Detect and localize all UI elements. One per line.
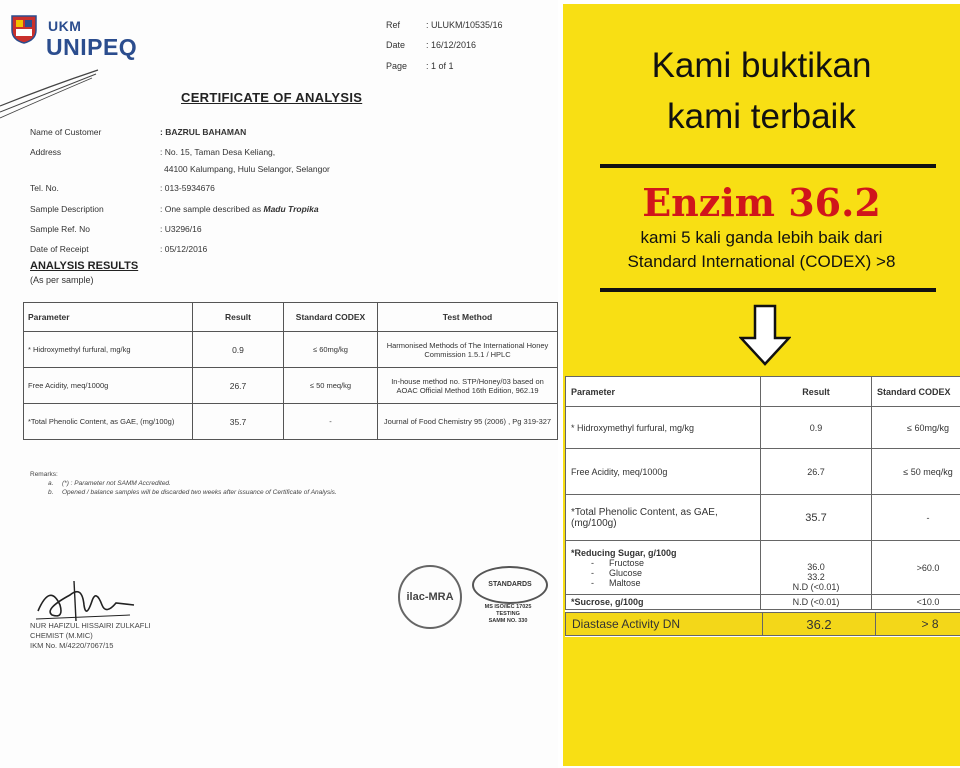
table-row (566, 449, 960, 495)
remarks (30, 470, 337, 497)
info-label: Address (30, 147, 62, 157)
info-value: : 05/12/2016 (160, 244, 208, 254)
table-cell: In-house method no. STP/Honey/03 based on AOAC Official Method 16th Edition, 962.19 (378, 368, 558, 404)
signer-title: CHEMIST (M.MIC) (30, 631, 93, 640)
info-label: Tel. No. (30, 183, 59, 193)
table-header: Result (193, 303, 284, 332)
down-arrow-icon (739, 304, 791, 366)
analysis-results-title: ANALYSIS RESULTS (30, 260, 139, 272)
table-row (566, 407, 960, 449)
signer-name: NUR HAFIZUL HISSAIRI ZULKAFLI (30, 621, 151, 630)
info-value: : No. 15, Taman Desa Keliang, (160, 147, 276, 157)
info-value: : U3296/16 (160, 224, 202, 234)
sugar-name-text: Fructose (609, 557, 645, 568)
accreditation-line: MS ISO/IEC 17025 (484, 604, 532, 610)
ilac-mra-logo: ilac-MRA (398, 565, 462, 629)
remark-b (30, 488, 337, 497)
table-header-row (24, 303, 558, 332)
results-table (23, 302, 558, 440)
table-cell: N.D (<0.01) (761, 595, 872, 610)
info-value (160, 204, 319, 214)
table-cell: Diastase Activity DN (566, 613, 763, 636)
table-cell: *Total Phenolic Content, as GAE, (mg/100g) (24, 404, 193, 440)
table-cell: 26.7 (193, 368, 284, 404)
table-header: Standard CODEX (284, 303, 378, 332)
table-cell: - (284, 404, 378, 440)
sugar-name-text: Glucose (609, 567, 643, 578)
table-header: Test Method (378, 303, 558, 332)
ref-value: : ULUKM/10535/16 (426, 20, 503, 30)
logo-unipeq-text: UNIPEQ (46, 34, 138, 60)
sugar-value: 36.0 (807, 562, 825, 572)
table-cell: Harmonised Methods of The International Honey Commission 1.5.1 / HPLC (378, 332, 558, 368)
remark-text: Opened / balance samples will be discarded two weeks after issuance of Certificate of Analysis. (62, 489, 337, 496)
table-cell: 26.7 (761, 449, 872, 495)
enzim-value-heading: Enzim 36.2 (642, 180, 881, 225)
table-row (24, 332, 558, 368)
table-header: Standard CODEX (872, 377, 960, 407)
signer-block (30, 621, 151, 651)
table-cell: 0.9 (761, 407, 872, 449)
info-value: : BAZRUL BAHAMAN (160, 127, 247, 137)
table-cell: <10.0 (872, 595, 960, 610)
diastase-row (565, 612, 960, 636)
table-cell: *Total Phenolic Content, as GAE, (mg/100g) (566, 495, 761, 541)
sugar-name: - Glucose (591, 567, 643, 578)
table-cell: ≤ 60mg/kg (284, 332, 378, 368)
table-cell: Free Acidity, meq/1000g (566, 449, 761, 495)
table-cell: ≤ 60mg/kg (872, 407, 960, 449)
headline-line-2: kami terbaik (667, 97, 856, 136)
table-row (24, 404, 558, 440)
table-cell (566, 541, 761, 595)
date-label: Date (386, 40, 406, 50)
table-cell: >60.0 (872, 541, 960, 595)
sugar-name: - Fructose (591, 557, 645, 568)
table-row-diastase (566, 613, 960, 636)
table-header: Parameter (566, 377, 761, 407)
remark-text: (*) : Parameter not SAMM Accredited. (62, 480, 171, 487)
promo-results-table (565, 376, 960, 637)
sugar-name: - Maltose (591, 577, 641, 588)
table-cell (761, 541, 872, 595)
sugar-name-text: Maltose (609, 577, 641, 588)
subheading-line-2: Standard International (CODEX) >8 (627, 252, 896, 271)
divider-top (600, 164, 936, 168)
info-label: Sample Ref. No (30, 224, 90, 234)
table-row-sucrose (566, 595, 960, 610)
table-cell: 0.9 (193, 332, 284, 368)
analysis-results-subtitle: (As per sample) (30, 275, 94, 285)
promo-panel (563, 4, 960, 766)
sugar-value: N.D (<0.01) (792, 582, 840, 592)
ref-label: Ref (386, 20, 401, 30)
accreditation-line: SAMM NO. 330 (488, 618, 528, 624)
table-cell: > 8 (876, 613, 960, 636)
page-value: : 1 of 1 (426, 61, 454, 71)
remark-a (30, 479, 337, 488)
info-label: Date of Receipt (30, 244, 89, 254)
table-row (24, 368, 558, 404)
remark-marker: b. (48, 489, 54, 496)
table-header-row (566, 377, 960, 407)
table-cell: ≤ 50 meq/kg (872, 449, 960, 495)
accreditation-line: TESTING (496, 611, 520, 617)
date-value: : 16/12/2016 (426, 40, 477, 50)
standards-malaysia-logo: STANDARDS (472, 566, 548, 604)
table-cell: 35.7 (193, 404, 284, 440)
table-header: Parameter (24, 303, 193, 332)
reducing-sugar-title: *Reducing Sugar, g/100g (571, 547, 677, 558)
page-label: Page (386, 61, 408, 71)
diastase-table (565, 612, 960, 636)
sample-description-text: : One sample described as (160, 204, 262, 214)
signer-ikm: IKM No. M/4220/7067/15 (30, 641, 114, 650)
sugar-value: 33.2 (807, 572, 825, 582)
accreditation-text (470, 604, 546, 625)
sample-name: Madu Tropika (263, 204, 319, 214)
info-value: : 013-5934676 (160, 183, 215, 193)
table-cell: 35.7 (761, 495, 872, 541)
table-cell: * Hidroxymethyl furfural, mg/kg (24, 332, 193, 368)
table-row-reducing-sugar (566, 541, 960, 595)
promo-table (565, 376, 960, 610)
remarks-title: Remarks: (30, 471, 58, 478)
signature-image (30, 575, 140, 625)
table-row (566, 495, 960, 541)
remark-marker: a. (48, 480, 54, 487)
table-cell: * Hidroxymethyl furfural, mg/kg (566, 407, 761, 449)
table-cell: Journal of Food Chemistry 95 (2006) , Pg 319-327 (378, 404, 558, 440)
divider-bottom (600, 288, 936, 292)
logo-ukm-text: UKM (48, 18, 82, 34)
table-cell: - (872, 495, 960, 541)
headline-line-1: Kami buktikan (651, 46, 872, 85)
info-value: 44100 Kalumpang, Hulu Selangor, Selangor (164, 164, 330, 174)
table-header: Result (761, 377, 872, 407)
ukm-crest-icon (10, 14, 38, 44)
table-cell: ≤ 50 meq/kg (284, 368, 378, 404)
info-label: Name of Customer (30, 127, 102, 137)
swoosh-graphic (0, 64, 100, 124)
table-cell: Free Acidity, meq/1000g (24, 368, 193, 404)
document-title: CERTIFICATE OF ANALYSIS (181, 90, 363, 105)
info-label: Sample Description (30, 204, 104, 214)
table-cell: *Sucrose, g/100g (566, 595, 761, 610)
subheading-line-1: kami 5 kali ganda lebih baik dari (640, 228, 883, 247)
table-cell: 36.2 (763, 613, 876, 636)
